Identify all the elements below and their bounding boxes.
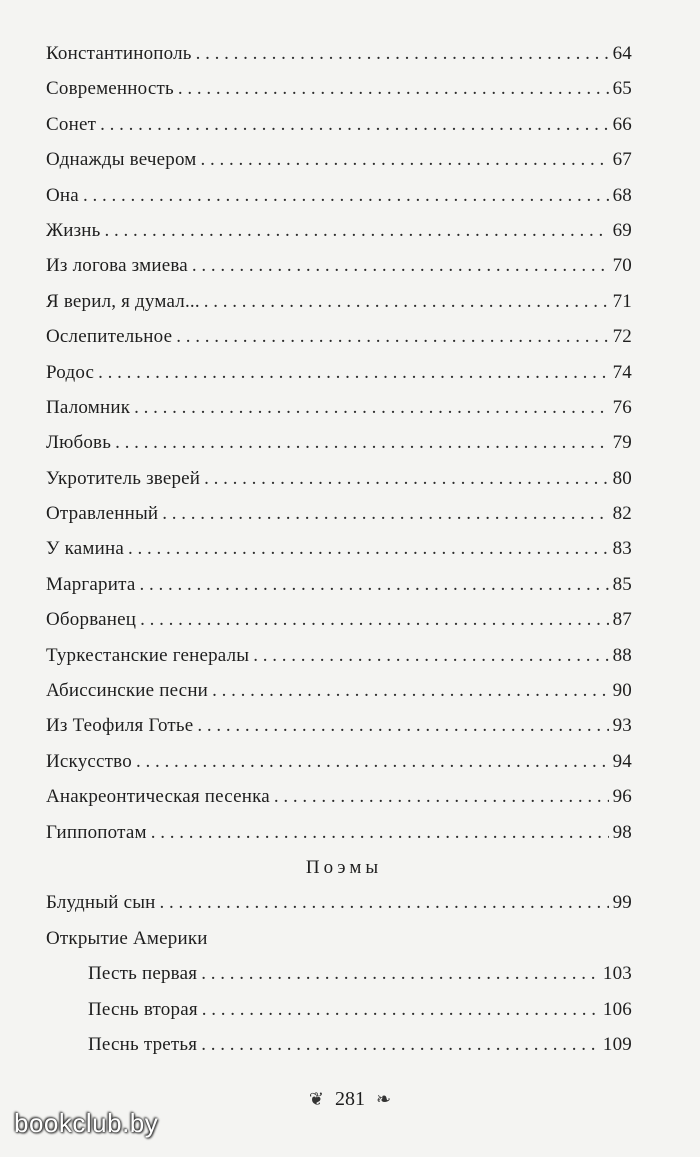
- toc-entry: [46, 319, 632, 354]
- toc-entry-page: 67: [612, 149, 632, 171]
- toc-entry: [46, 71, 632, 106]
- toc-entry: [46, 744, 632, 779]
- page-number: 281: [335, 1087, 365, 1110]
- toc-leader-dots: [196, 36, 609, 71]
- toc-entry-page: 93: [612, 715, 632, 737]
- toc-entry-title: Я верил, я думал...: [46, 290, 200, 312]
- toc-entry-page: 80: [612, 467, 632, 489]
- toc-entry-title: Из логова змиева: [46, 255, 188, 277]
- toc-entry-title: Туркестанские генералы: [46, 644, 250, 666]
- toc-entry: [46, 355, 632, 390]
- toc-entry: [46, 496, 632, 531]
- toc-entry-title: Открытие Америки: [46, 927, 208, 949]
- toc-entry-title: Константинополь: [46, 43, 192, 64]
- toc-entry-page: 68: [612, 184, 632, 206]
- toc-entry-title: Из Теофиля Готье: [46, 715, 194, 737]
- toc-entry: [46, 567, 632, 602]
- toc-entry: [46, 921, 632, 956]
- toc-entry-title: Современность: [46, 78, 174, 100]
- toc-leader-dots: [212, 673, 609, 708]
- toc-entry-title: Искусство: [46, 750, 132, 772]
- toc-leader-dots: [115, 425, 609, 460]
- toc-leader-dots: [151, 815, 609, 850]
- toc-entry-page: 72: [612, 326, 632, 348]
- ornament-right-icon: ❧: [376, 1088, 392, 1109]
- toc-entry: [46, 142, 632, 177]
- toc-leader-dots: [178, 71, 609, 106]
- toc-entry-page: 70: [612, 255, 632, 277]
- toc-leader-dots: [204, 461, 608, 496]
- toc-leader-dots: [100, 107, 609, 142]
- toc-entry-page: 98: [612, 821, 632, 843]
- toc-leader-dots: [274, 779, 609, 814]
- toc-entry-page: 87: [612, 609, 632, 631]
- toc-entry-page: 88: [612, 644, 632, 666]
- toc-entry: [46, 36, 632, 71]
- toc-entry: [46, 213, 632, 248]
- ornament-left-icon: ❦: [308, 1088, 324, 1109]
- table-of-contents: [46, 36, 632, 1062]
- toc-entry-title: Абиссинские песни: [46, 680, 209, 702]
- toc-entry-page: 74: [612, 361, 632, 383]
- toc-leader-dots: [204, 284, 609, 319]
- toc-leader-dots: [201, 1027, 599, 1062]
- toc-entry-title: Она: [46, 184, 79, 206]
- toc-entry-title: Песнь вторая: [88, 998, 198, 1020]
- toc-entry-title: Паломник: [46, 396, 131, 418]
- toc-entry: [46, 531, 632, 566]
- toc-entry-title: Жизнь: [46, 219, 101, 241]
- toc-entry-title: Гиппопотам: [46, 821, 147, 843]
- toc-entry: [46, 992, 632, 1027]
- toc-entry: [46, 425, 632, 460]
- toc-entry-page: 106: [602, 998, 632, 1020]
- toc-leader-dots: [140, 567, 609, 602]
- toc-entry-page: 103: [602, 963, 632, 985]
- toc-entry-page: 64: [612, 43, 632, 64]
- toc-entry-title: У камина: [46, 538, 124, 560]
- toc-leader-dots: [162, 496, 608, 531]
- toc-entry-title: Отравленный: [46, 503, 159, 525]
- toc-entry-page: 79: [612, 432, 632, 454]
- watermark: bookclub.by: [14, 1108, 159, 1138]
- toc-leader-dots: [176, 319, 608, 354]
- toc-entry-page: 83: [612, 538, 632, 560]
- toc-entry: [46, 779, 632, 814]
- toc-leader-dots: [197, 708, 608, 743]
- toc-leader-dots: [105, 213, 609, 248]
- toc-entry-title: Ослепительное: [46, 326, 173, 348]
- toc-entry-title: Песнь третья: [88, 1033, 198, 1055]
- toc-entry: [46, 107, 632, 142]
- toc-entry-title: Родос: [46, 361, 95, 383]
- toc-leader-dots: [98, 355, 608, 390]
- toc-entry-title: Однажды вечером: [46, 149, 197, 171]
- toc-entry-page: 66: [612, 113, 632, 135]
- toc-entry: [46, 461, 632, 496]
- toc-entry-page: 76: [612, 396, 632, 418]
- toc-entry: [46, 885, 632, 920]
- toc-entry-title: Блудный сын: [46, 892, 156, 914]
- toc-entry-title: Укротитель зверей: [46, 467, 201, 489]
- toc-entry-page: 109: [602, 1033, 632, 1055]
- toc-entry-page: 82: [612, 503, 632, 525]
- toc-entry: [46, 602, 632, 637]
- toc-entry: [46, 390, 632, 425]
- toc-leader-dots: [253, 638, 608, 673]
- toc-entry-page: 90: [612, 680, 632, 702]
- toc-entry-page: 96: [612, 786, 632, 808]
- toc-entry-title: Сонет: [46, 113, 97, 135]
- toc-entry: [46, 638, 632, 673]
- toc-leader-dots: [201, 956, 599, 991]
- toc-leader-dots: [201, 142, 609, 177]
- toc-leader-dots: [202, 992, 599, 1027]
- toc-leader-dots: [134, 390, 608, 425]
- toc-leader-dots: [83, 178, 609, 213]
- toc-entry-page: 99: [612, 892, 632, 914]
- toc-entry-page: 85: [612, 573, 632, 595]
- toc-leader-dots: [192, 248, 609, 283]
- toc-entry-title: Анакреонтическая песенка: [46, 786, 270, 808]
- toc-entry-page: 71: [612, 290, 632, 312]
- toc-entry-title: Песть первая: [88, 963, 198, 985]
- section-heading: Поэмы: [305, 856, 383, 878]
- toc-entry: [46, 673, 632, 708]
- toc-entry: [46, 284, 632, 319]
- toc-entry: [46, 248, 632, 283]
- toc-entry: [46, 815, 632, 850]
- toc-entry-title: Оборванец: [46, 609, 137, 631]
- toc-leader-dots: [140, 602, 608, 637]
- toc-entry: [46, 1027, 632, 1062]
- toc-entry-page: 65: [612, 78, 632, 100]
- toc-leader-dots: [160, 885, 609, 920]
- toc-entry-title: Маргарита: [46, 573, 136, 595]
- toc-entry-title: Любовь: [46, 432, 112, 454]
- toc-leader-dots: [136, 744, 609, 779]
- toc-leader-dots: [128, 531, 609, 566]
- toc-entry: [46, 956, 632, 991]
- toc-entry-page: 94: [612, 750, 632, 772]
- toc-entry-page: 69: [612, 219, 632, 241]
- toc-entry: [46, 178, 632, 213]
- toc-entry: [46, 708, 632, 743]
